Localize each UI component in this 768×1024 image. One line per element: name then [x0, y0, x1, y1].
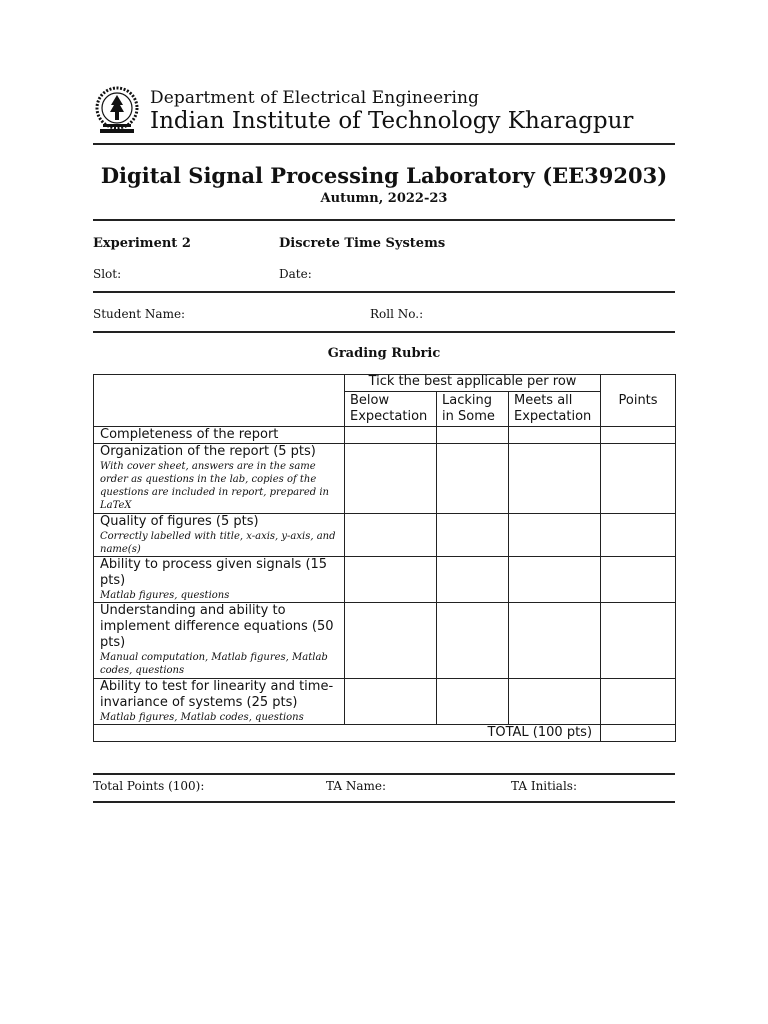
- date-label: Date:: [279, 267, 312, 281]
- institute-name: Indian Institute of Technology Kharagpur: [150, 108, 634, 134]
- ta-initials-label: TA Initials:: [511, 779, 577, 793]
- total-points-label: Total Points (100):: [93, 779, 205, 793]
- divider: [93, 773, 675, 775]
- points-cell[interactable]: [601, 427, 676, 444]
- table-row: [94, 557, 676, 603]
- divider: [93, 219, 675, 221]
- points-cell[interactable]: [601, 603, 676, 679]
- ta-name-label: TA Name:: [326, 779, 387, 793]
- tick-cell[interactable]: [437, 514, 509, 557]
- criterion-cell: [94, 603, 345, 679]
- tick-cell[interactable]: [437, 557, 509, 603]
- criterion-title: Understanding and ability to implement difference equations (50 pts): [100, 603, 334, 650]
- column-header-below: Below Expectation: [345, 392, 437, 427]
- tick-cell[interactable]: [345, 514, 437, 557]
- criterion-cell: [94, 679, 345, 725]
- table-row: [94, 514, 676, 557]
- tick-cell[interactable]: [345, 679, 437, 725]
- points-cell[interactable]: [601, 679, 676, 725]
- column-header-lacking: Lacking in Some: [437, 392, 509, 427]
- table-header-row: [94, 375, 676, 392]
- criterion-cell: [94, 444, 345, 514]
- points-cell[interactable]: [601, 514, 676, 557]
- table-row: [94, 444, 676, 514]
- criterion-note: With cover sheet, answers are in the same order as questions in the lab, copies of the questions are included in report, prepared in LaTeX: [100, 461, 329, 511]
- criterion-title: Quality of figures (5 pts): [100, 514, 259, 529]
- tick-header: Tick the best applicable per row: [345, 375, 601, 392]
- points-cell[interactable]: [601, 444, 676, 514]
- criterion-note: Correctly labelled with title, x-axis, y-axis, and name(s): [100, 531, 336, 555]
- institute-logo: [94, 86, 140, 136]
- rubric-title: Grading Rubric: [327, 346, 441, 361]
- table-row: [94, 679, 676, 725]
- total-row: [94, 725, 676, 742]
- tick-cell[interactable]: [437, 444, 509, 514]
- grading-rubric-table: [93, 374, 676, 742]
- criterion-title: Organization of the report (5 pts): [100, 444, 316, 459]
- experiment-label: Experiment 2: [93, 236, 191, 251]
- experiment-title: Discrete Time Systems: [279, 236, 446, 251]
- criterion-note: Matlab figures, questions: [100, 590, 230, 601]
- tick-cell[interactable]: [345, 427, 437, 444]
- student-name-label: Student Name:: [93, 307, 186, 321]
- tick-cell[interactable]: [509, 679, 601, 725]
- tick-cell[interactable]: [437, 427, 509, 444]
- total-label: TOTAL (100 pts): [94, 725, 601, 742]
- tick-cell[interactable]: [437, 603, 509, 679]
- criterion-note: Matlab figures, Matlab codes, questions: [100, 712, 304, 723]
- tick-cell[interactable]: [345, 557, 437, 603]
- criterion-note: Manual computation, Matlab figures, Matlab codes, questions: [100, 652, 328, 676]
- tick-cell[interactable]: [509, 514, 601, 557]
- table-row: [94, 603, 676, 679]
- slot-label: Slot:: [93, 267, 122, 281]
- table-row: [94, 427, 676, 444]
- criterion-title: Ability to test for linearity and time-invariance of systems (25 pts): [100, 679, 334, 710]
- column-header-meets: Meets all Expectation: [509, 392, 601, 427]
- section-label: Completeness of the report: [100, 427, 279, 442]
- roll-number-label: Roll No.:: [370, 307, 424, 321]
- tick-cell[interactable]: [345, 603, 437, 679]
- divider: [93, 801, 675, 803]
- tick-cell[interactable]: [437, 679, 509, 725]
- department-name: Department of Electrical Engineering: [150, 88, 480, 108]
- tick-cell[interactable]: [345, 444, 437, 514]
- divider: [93, 331, 675, 333]
- divider: [93, 143, 675, 145]
- tick-cell[interactable]: [509, 603, 601, 679]
- points-header: Points: [601, 375, 676, 427]
- points-cell[interactable]: [601, 557, 676, 603]
- criterion-cell: [94, 514, 345, 557]
- section-label-cell: [94, 427, 345, 444]
- tick-cell[interactable]: [509, 444, 601, 514]
- course-title: Digital Signal Processing Laboratory (EE39203): [100, 163, 668, 188]
- header-blank-cell: [94, 375, 345, 427]
- total-points-cell[interactable]: [601, 725, 676, 742]
- tick-cell[interactable]: [509, 427, 601, 444]
- criterion-title: Ability to process given signals (15 pts): [100, 557, 328, 588]
- divider: [93, 291, 675, 293]
- tick-cell[interactable]: [509, 557, 601, 603]
- criterion-cell: [94, 557, 345, 603]
- course-session: Autumn, 2022-23: [320, 191, 448, 206]
